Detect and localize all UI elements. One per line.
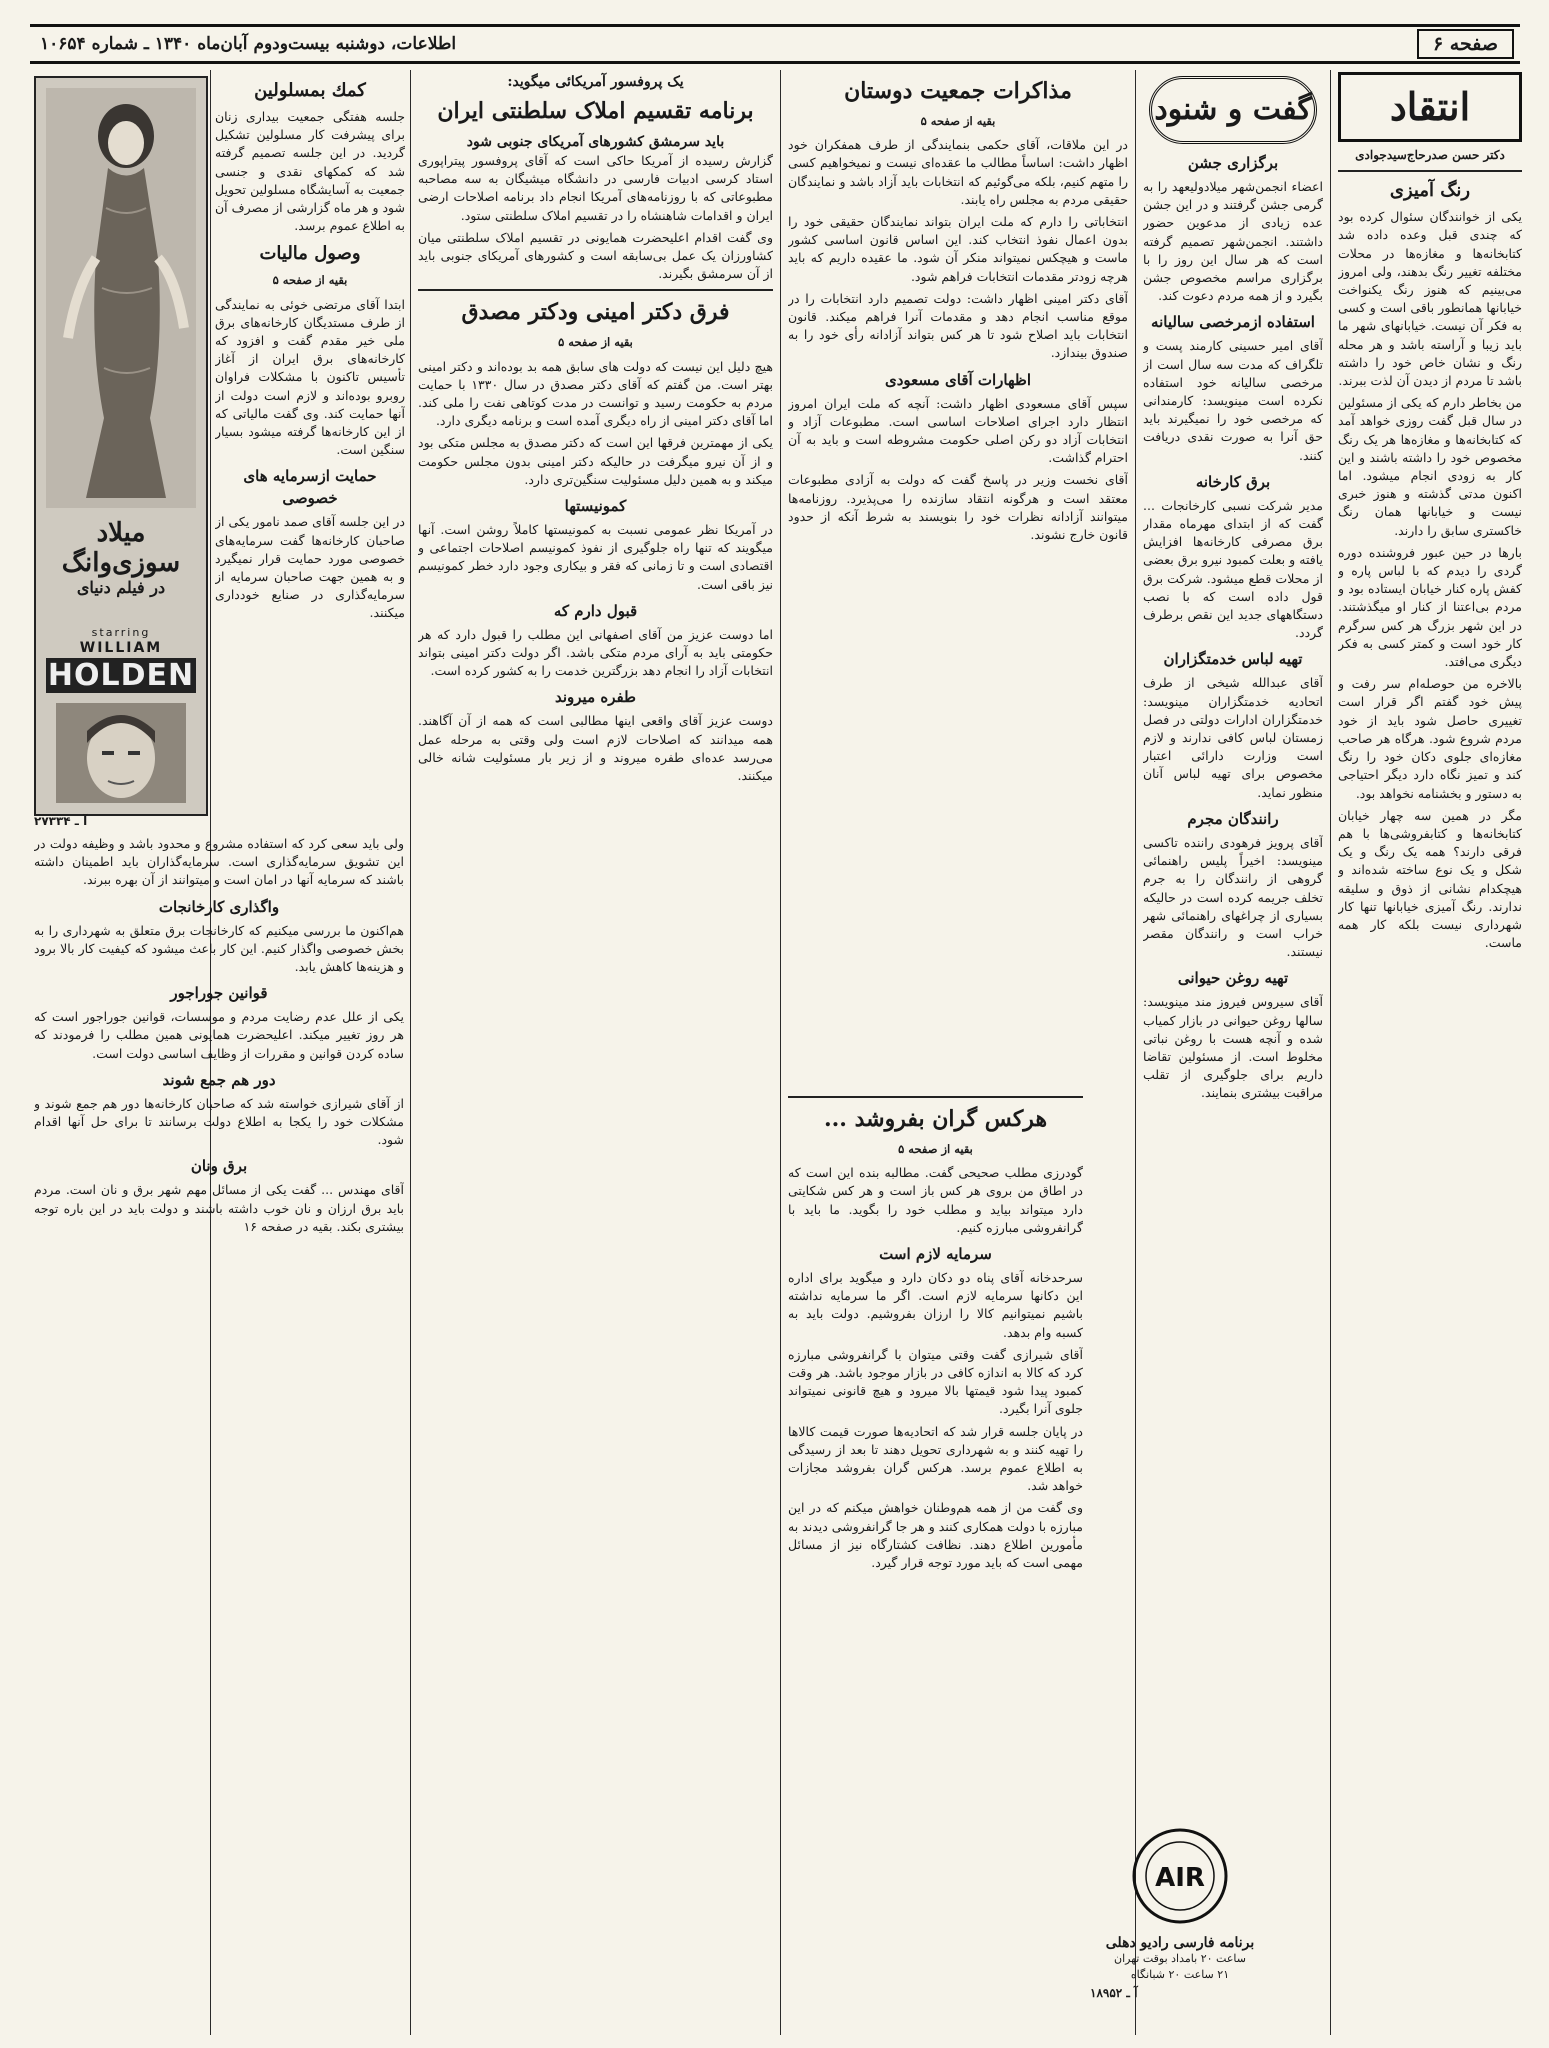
column-rule — [780, 70, 781, 2035]
continued-note: بقیه از صفحه ۵ — [920, 114, 996, 128]
article-text: وی گفت اقدام اعلیحضرت همایونی در تقسیم املاک سلطنتی میان کشاورزان یک عمل بی‌سابقه است و کشورهای آمریکای جنوبی باید از آن سرمشق بگیرند. — [418, 229, 773, 282]
actress-illustration — [46, 88, 196, 508]
article-text: ابتدا آقای مرتضی خوئی به نمایندگی از طرف مستدیگان کارخانه‌های برق ملی خیر مقدم گفت و افزود که کارخانه‌های برق ایران از آغاز تأسیس تاکنون با مشکلات فراوان روبرو بوده‌اند و لازم است دولت از آنها حمایت کند. وی گفت مالیاتی که از این کارخانه‌ها گرفته میشود بسیار سنگین است. — [215, 296, 405, 458]
headline: سرمایه لازم است — [879, 1245, 992, 1264]
article-text: اما دوست عزیز من آقای اصفهانی این مطلب را قبول دارد که هر حکومتی باید به آرای مردم متکی باشد. اگر دولت دکتر امینی بتواند انتخابات آزاد را انجام دهد بزرگترین خدمت را به کشور کرده است. — [418, 626, 773, 679]
headline: قوانین جوراجور — [170, 984, 268, 1003]
column-rule — [410, 70, 411, 2035]
article-text: سپس آقای مسعودی اظهار داشت: آنچه که ملت ایران امروز انتظار دارد اجرای اصلاحات اساسی است. مطبوعات آزاد و انتخابات آزاد دو رکن اصلی حکومت مشروطه است و باید به آن احترام گذاشت. — [788, 395, 1128, 466]
kicker: یک پروفسور آمریکائی میگوید: — [507, 74, 684, 90]
actor-last-name: HOLDEN — [47, 658, 195, 693]
headline: تهیه لباس خدمتگزاران — [1163, 650, 1303, 669]
column-rule — [1330, 70, 1331, 2035]
film-title: میلاد سوزی‌وانگ در فیلم دنیای — [61, 518, 181, 597]
ad-code: آ ـ ۱۸۹۵۲ — [1090, 1986, 1138, 2000]
svg-text:AIR: AIR — [1155, 1863, 1205, 1893]
article-text: گودرزی مطلب صحیحی گفت. مطالبه بنده این است که در اطاق من بروی هر کس باز است و هر کس شکایتی دارد میتواند بیاید و مطلب خود را بگوید. ما باید با گرانفروشی مبارزه کنیم. — [788, 1165, 1083, 1235]
article-text: بارها در حین عبور فروشنده دوره گردی را دیدم که با لباس پاره و کفش پاره کنار خیابان ایستاده بود و مردم بی‌اعتنا از کنار او میگذشتند. در این شهر بزرگ هر کس سرگرم کار خود است و کمتر کسی به فکر دیگری می‌افتد. — [1338, 544, 1522, 670]
headline: برق کارخانه — [1195, 472, 1271, 491]
article-text: آقای شیرازی گفت وقتی میتوان با گرانفروشی مبارزه کرد که کالا به اندازه کافی در بازار موجود باشد. هر وقت کمبود پیدا شود قیمتها بالا میرود و هیچ قانونی نمیتواند جلوی آنرا بگیرد. — [788, 1346, 1083, 1417]
article-text: یکی از علل عدم رضایت مردم و موسسات، قوانین جوراجور است که هر روز تغییر میکند. اعلیحضرت همایونی همین مطلب را فرمودند که ساده کردن قوانین و مقررات از وظایف اساسی دولت است. — [34, 1009, 404, 1061]
masthead — [30, 24, 1520, 64]
headline: اظهارات آقای مسعودی — [884, 370, 1032, 389]
article-text: هیچ دلیل این نیست که دولت های سابق همه بد بوده‌اند و دکتر امینی بهتر است. من گفتم که آقای دکتر مصدق در سال ۱۳۳۰ با حمایت مردم به حکومت رسید و توانست در مدت کوتاهی نفت را ملی کند. اما آقای دکتر امینی از راه دیگری آمده است و برنامه دیگری دارد. — [418, 358, 773, 429]
article-text: من بخاطر دارم که یکی از مسئولین در سال قبل گفت روزی خواهد آمد که کتابخانه‌ها و مغازه‌ها هر یک رنگ مخصوص خود را داشته باشند و این کار به زودی انجام میشود. اما اکنون مدتی گذشته و هنوز خبری نیست و خیابانها همان رنگ خاکستری سابق را دارند. — [1338, 395, 1522, 538]
critique-logo: انتقاد — [1338, 72, 1522, 142]
article-text: آقای پرویز فرهودی راننده تاکسی مینویسد: اخیراً پلیس راهنمائی گروهی از رانندگان را به جرم تخلف جریمه کرده است در حالیکه بسیاری از چراغهای راهنمائی شهر خراب است و رانندگان مقصر نیستند. — [1143, 834, 1323, 960]
headline: هرکس گران بفروشد ... — [823, 1106, 1048, 1132]
page-number: صفحه ۶ — [1417, 29, 1514, 59]
article-text: مدیر شرکت نسبی کارخانجات ... گفت که از ابتدای مهرماه مقدار برق مصرفی کارخانه‌ها افزایش یافته و بعلت کمبود نیرو برق بعضی از محلات قطع میشود. شرکت برق قول داده است که با نصب دستگاههای جدید این نقص برطرف گردد. — [1143, 497, 1323, 641]
article-text: آقای سیروس فیروز مند مینویسد: سالها روغن حیوانی در بازار کمیاب شده و آنچه هست با روغن نباتی مخلوط است. از مسئولین تقاضا داریم برای جلوگیری از تقلب مراقبت بیشتری بنمایند. — [1143, 994, 1323, 1101]
deck: باید سرمشق کشورهای آمریکای جنوبی شود — [466, 134, 725, 150]
actor-portrait — [56, 703, 186, 803]
author-byline: دکتر حسن صدرحاج‌سیدجوادی — [1355, 148, 1505, 162]
radio-advertisement — [1090, 1826, 1270, 2026]
headline: برگزاری جشن — [1187, 154, 1279, 172]
article-text: از آقای شیرازی خواسته شد که صاحبان کارخانه‌ها دور هم جمع شوند و مشکلات خود را یکجا به اطلاع دولت برسانند تا برای حل آنها اقدام شود. — [34, 1095, 404, 1148]
article-text: آقای دکتر امینی اظهار داشت: دولت تصمیم دارد انتخابات را در موقع مناسب انجام دهد و مقدمات آنرا فراهم میکند. قانون انتخابات باید اصلاح شود تا هر کس بتواند آزادانه رأی خود را به صندوق بیندازد. — [788, 290, 1128, 361]
continued-note: بقیه از صفحه ۵ — [272, 273, 348, 288]
headline: فرق دکتر امینی ودکتر مصدق — [461, 299, 730, 326]
starring-label: starring — [91, 626, 151, 639]
actor-first-name: WILLIAM — [79, 640, 163, 656]
column-rule — [1135, 70, 1136, 2035]
article-text: در آمریکا نظر عمومی نسبت به کمونیستها کاملاً روشن است. آنها میگویند که تنها راه جلوگیری از نفوذ کمونیسم اصلاحات اجتماعی و اقتصادی است و تا زمانی که فقر و بیکاری وجود دارد خطر کمونیسم نیز باقی است. — [418, 522, 773, 592]
article-text: یکی از خوانندگان سئوال کرده بود که چندی قبل وعده داده شد کتابخانه‌ها و مغازه‌ها در محلات مختلفه تغییر رنگ بدهند، ولی امروز می‌بینیم که هنوز رنگ یکنواخت خیابانها همانطور باقی است و کسی به فکر آن نیست. خیابانهای شهر ما باید زیبا و آراسته باشد و هر محله رنگ و نشان خاص خود را داشته باشد تا مردم از دیدن آن لذت ببرند. — [1338, 209, 1522, 389]
radio-tagline: برنامه فارسی رادیو دهلی — [1105, 1935, 1255, 1951]
headline: برنامه تقسیم املاک سلطنتی ایران — [437, 98, 754, 124]
critique-column — [1338, 72, 1522, 2032]
column-stamp: گفت و شنود — [1149, 76, 1317, 144]
article-text: بالاخره من حوصله‌ام سر رفت و پیش خود گفتم اگر قرار است تغییری حاصل شود باید از خود مردم شروع شود. هرگاه هر صاحب مغازه‌ای جلوی دکان خود را رنگ کند و تمیز نگاه دارد دیگر احتیاجی به دستور و بخشنامه نخواهد بود. — [1338, 676, 1522, 801]
article-text: گزارش رسیده از آمریکا حاکی است که آقای پروفسور پیتراپوری استاد کرسی ادبیات فارسی در دانشگاه میشیگان به سه مصاحبه مطبوعاتی که با روزنامه‌های آمریکا انجام داد برنامه اصلاحات ارضی ایران و اقدامات شاهنشاه را در تقسیم املاک سلطنتی ستود. — [418, 153, 773, 223]
social-column — [1143, 72, 1323, 2032]
article-text: جلسه هفتگی جمعیت بیداری زنان برای پیشرفت کار مسلولین تشکیل گردید. در این جلسه تصمیم گرفته شد که کمکهای نقدی و جنسی جمعیت به آسایشگاه مسلولین تحویل شود و هر ماه گزارشی از مصرف آن به اطلاع عموم برسد. — [215, 109, 405, 234]
article-text: آقای نخست وزیر در پاسخ گفت که دولت به آزادی مطبوعات معتقد است و هرگونه انتقاد سازنده را می‌پذیرد. روزنامه‌ها میتوانند آزادانه نظرات خود را بنویسند به شرط آنکه از حدود قانون خارج نشوند. — [788, 472, 1128, 543]
headline: قبول دارم که — [553, 601, 638, 620]
schedule-line: ۲۱ ساعت ۲۰ شبانگاه — [1130, 1968, 1230, 1981]
article-text: سرحدخانه آقای پناه دو دکان دارد و میگوید برای اداره این دکانها سرمایه لازم است. اگر ما سرمایه نداشته باشیم نمیتوانیم کالا را ارزان بفروشیم. دولت باید به کسبه وام بدهد. — [788, 1270, 1083, 1340]
article-text: یکی از مهمترین فرقها این است که دکتر مصدق به مجلس متکی بود و از آن نیرو میگرفت در حالیکه دکتر امینی بدون مجلس حکومت میکند و به همین دلیل مسئولیت سنگین‌تری دارد. — [418, 435, 773, 487]
article-text: ولی باید سعی کرد که استفاده مشروع و محدود باشد و وظیفه دولت در این تشویق سرمایه‌گذاری است. سرمایه‌گذاران باید اطمینان داشته باشند که سرمایه آنها در امان است و میتوانند از آن بهره ببرند. — [34, 836, 404, 888]
article-text: انتخاباتی را دارم که ملت ایران بتواند نمایندگان حقیقی خود را بدون اعمال نفوذ انتخاب کند. این اساس قانون اساسی کشور ماست و هیچکس نمیتواند منکر آن شود. ما عقیده داریم که باید هرچه زودتر مقدمات انتخابات فراهم شود. — [788, 214, 1128, 284]
headline: کمونیستها — [564, 497, 627, 516]
headline: وصول مالیات — [259, 243, 361, 265]
ad-code: آ ـ ۲۷۳۳۴ — [34, 814, 88, 828]
article-text: در این ملاقات، آقای حکمی بنمایندگی از طرف همفکران خود اظهار داشت: اساساً مطالب ما عقده‌ای نیست و نمیخواهیم کسی را متهم کنیم، بلکه می‌گوئیم که انتخابات باید آزاد باشد و نمایندگان حقیقی مردم به مجلس راه یابند. — [788, 137, 1128, 207]
headline: دور هم جمع شوند — [162, 1070, 276, 1089]
headline: مذاکرات جمعیت دوستان — [844, 78, 1072, 104]
cost-article — [788, 1090, 1083, 2030]
schedule-line: ساعت ۲۰ بامداد بوقت تهران — [1114, 1952, 1246, 1965]
headline: رنگ آمیزی — [1389, 180, 1471, 202]
headline: واگذاری کارخانجات — [158, 897, 280, 916]
talks-article — [788, 72, 1128, 1072]
headline: کمك بمسلولین — [254, 80, 366, 101]
land-reform-article — [418, 72, 773, 2032]
continued-note: بقیه از صفحه ۵ — [558, 335, 633, 350]
article-text: دوست عزیز آقای واقعی اینها مطالبی است که همه از آن آگاهند. همه میدانند که اصلاحات لازم است ولی وقتی به مرحله عمل می‌رسد عده‌ای طفره میروند و از زیر بار مسئولیت شانه خالی میکنند. — [418, 713, 773, 784]
article-text: هم‌اکنون ما بررسی میکنیم که کارخانجات برق متعلق به شهرداری را به بخش خصوصی واگذار کنیم. این کار باعث میشود که کیفیت کار بالا برود و هزینه‌ها کاهش یابد. — [34, 922, 404, 975]
article-text: مگر در همین سه چهار خیابان کتابخانه‌ها و کتابفروشی‌ها با هم فرقی دارند؟ همه یک رنگ و یک شکل و یک نوع ساخته شده‌اند و هیچکدام نشانی از ذوق و سلیقه ندارند. رنگ آمیزی خیابانها تنها کار شهرداری نیست بلکه کار همه ماست. — [1338, 807, 1522, 951]
headline: حمایت ازسرمایه های خصوصی — [243, 467, 377, 508]
article-text: اعضاء انجمن‌شهر میلادولیعهد را به گرمی جشن گرفتند و در این جشن عده زیادی از مدعوین حضور داشتند. انجمن‌شهر تصمیم گرفته است که هر سال این روز را با برگزاری مراسم مخصوص جشن بگیرد و از همه مردم دعوت کند. — [1143, 179, 1323, 304]
headline: تهیه روغن حیوانی — [1177, 969, 1289, 988]
film-advertisement — [34, 76, 208, 816]
article-text: آقای امیر حسینی کارمند پست و تلگراف که مدت سه سال است از مرخصی سالیانه خود استفاده نکرده است مینویسد: کارمندانی که مرخصی خود را نمیگیرند باید حق آنرا به صورت نقدی دریافت کنند. — [1143, 338, 1323, 463]
article-text: در این جلسه آقای صمد نامور یکی از صاحبان کارخانه‌ها گفت سرمایه‌های خصوصی مورد حمایت قرار نمیگیرد و به همین جهت صاحبان سرمایه از سرمایه‌گذاری در صنایع خودداری میکنند. — [215, 514, 405, 621]
tax-continuation — [34, 835, 404, 2030]
issue-info: اطلاعات، دوشنبه بیست‌ودوم آبان‌ماه ۱۳۴۰ ـ شماره ۱۰۶۵۴ — [40, 34, 457, 54]
headline: برق ونان — [190, 1157, 248, 1176]
continued-note: بقیه از صفحه ۵ — [898, 1142, 973, 1156]
headline: رانندگان مجرم — [1187, 809, 1279, 828]
article-text: آقای مهندس ... گفت یکی از مسائل مهم شهر برق و نان است. مردم باید برق ارزان و نان خوب داشته باشند و دولت باید در این باره توجه بیشتری بکند. بقیه در صفحه ۱۶ — [34, 1182, 404, 1234]
article-text: وی گفت من از همه هم‌وطنان خواهش میکنم که در این مبارزه با دولت همکاری کنند و هر جا گرانفروشی دیدند به مأمورین اطلاع دهند. نظافت کشتارگاه نیز از مسائل مهمی است که باید مورد توجه قرار گیرد. — [788, 1500, 1083, 1571]
article-text: آقای عبدالله شیخی از طرف اتحادیه خدمتگزاران مینویسد: خدمتگزاران ادارات دولتی در فصل زمستان لباس کافی ندارند و لازم است وزارت دارائی اعتبار مخصوص برای تهیه لباس آنان منظور نماید. — [1143, 675, 1323, 800]
all-india-radio-logo-icon — [1130, 1826, 1230, 1926]
headline: طفره میروند — [554, 688, 636, 707]
article-text: در پایان جلسه قرار شد که اتحادیه‌ها صورت قیمت کالاها را تهیه کنند و به شهرداری تحویل دهند تا بعد از رسیدگی به اطلاع عموم برسد. هرکس گران بفروشد مجازات خواهد شد. — [788, 1423, 1083, 1494]
headline: استفاده ازمرخصی سالیانه — [1151, 313, 1315, 332]
